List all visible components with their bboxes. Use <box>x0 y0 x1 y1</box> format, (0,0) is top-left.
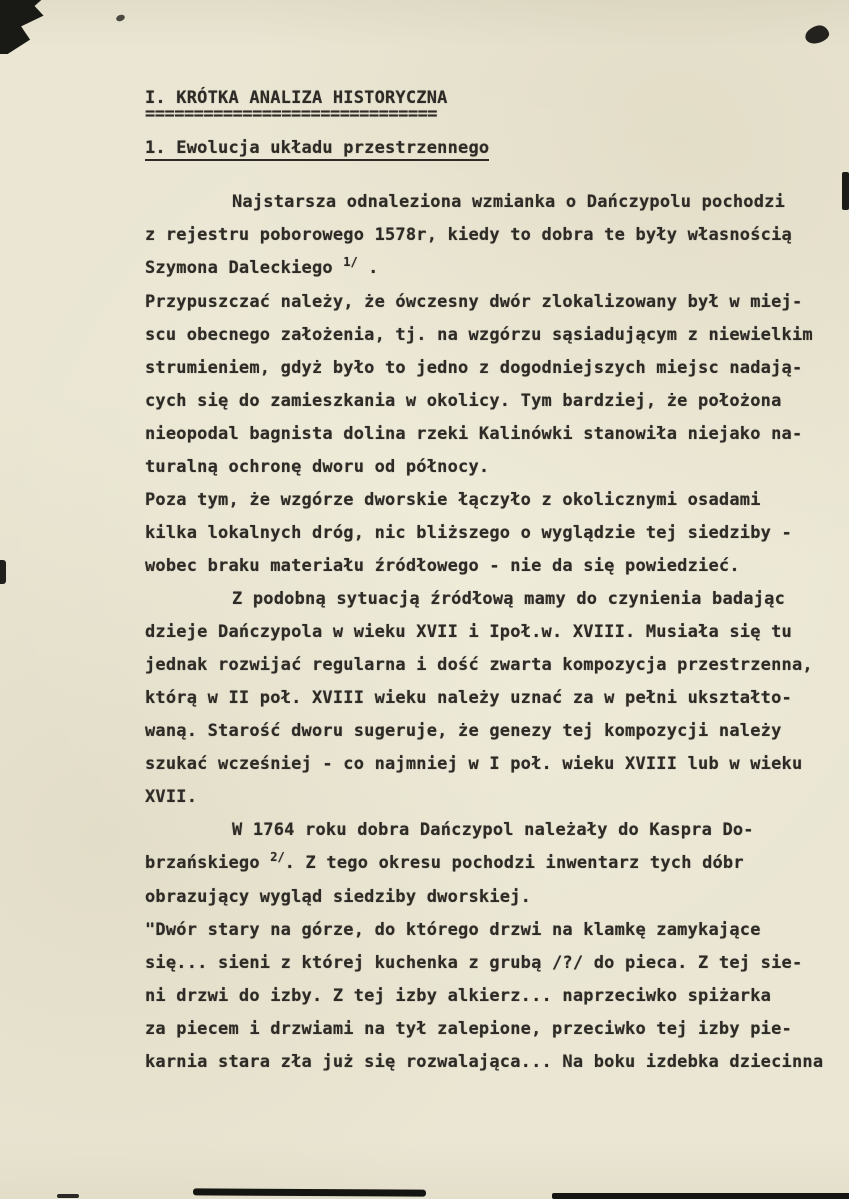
text-line <box>145 517 825 550</box>
footnote-reference: 2/ <box>270 850 285 864</box>
text-segment: "Dwór stary na górze, do którego drzwi na klamkę zamykające <box>145 920 761 940</box>
text-line <box>145 914 825 947</box>
text-segment: ni drzwi do izby. Z tej izby alkierz... naprzeciwko spiżarka <box>145 986 772 1006</box>
text-segment: się... sieni z której kuchenka z grubą /?/ do pieca. Z tej sie- <box>145 953 803 973</box>
text-line <box>145 418 825 451</box>
text-line <box>145 947 825 980</box>
text-segment: XVII. <box>145 787 198 807</box>
text-segment: Przypuszczać należy, że ówczesny dwór zlokalizowany był w miej- <box>145 292 803 312</box>
text-line <box>145 385 825 418</box>
text-line <box>145 319 825 352</box>
text-line <box>145 682 825 715</box>
text-line <box>145 583 825 616</box>
text-line <box>145 814 825 847</box>
text-segment: kilka lokalnych dróg, nic bliższego o wyglądzie tej siedziby - <box>145 523 792 543</box>
text-line <box>145 980 825 1013</box>
text-line <box>145 219 825 252</box>
text-line <box>145 484 825 517</box>
heading-underline: ============================== <box>145 104 438 124</box>
smudge-bottom-left <box>57 1194 79 1198</box>
footnote-reference: 1/ <box>343 255 358 269</box>
text-line <box>145 186 825 219</box>
text-line <box>145 550 825 583</box>
document-content <box>145 88 825 1079</box>
text-line <box>145 1013 825 1046</box>
text-segment: scu obecnego założenia, tj. na wzgórzu sąsiadującym z niewielkim <box>145 325 813 345</box>
text-line <box>145 1046 825 1079</box>
text-line <box>145 781 825 814</box>
text-segment: za piecem i drzwiami na tył zalepione, przeciwko tej izby pie- <box>145 1019 792 1039</box>
text-line <box>145 847 825 881</box>
section-title: 1. Ewolucja układu przestrzennego <box>145 138 489 161</box>
text-segment: cych się do zamieszkania w okolicy. Tym bardziej, że położona <box>145 391 782 411</box>
text-segment: turalną ochronę dworu od północy. <box>145 457 490 477</box>
text-segment: nieopodal bagnista dolina rzeki Kalinówki stanowiła niejako na- <box>145 424 803 444</box>
text-segment: Z podobną sytuacją źródłową mamy do czynienia badając <box>232 589 786 609</box>
text-segment: . Z tego okresu pochodzi inwentarz tych dóbr <box>284 853 744 873</box>
text-line <box>145 748 825 781</box>
ink-blot-top-right <box>803 23 830 45</box>
text-line <box>145 881 825 914</box>
text-segment: strumieniem, gdyż było to jedno z dogodniejszych miejsc nadają- <box>145 358 803 378</box>
text-segment: Poza tym, że wzgórze dworskie łączyło z okolicznymi osadami <box>145 490 761 510</box>
text-line <box>145 451 825 484</box>
text-segment: Najstarsza odnaleziona wzmianka o Dańczypolu pochodzi <box>232 192 786 212</box>
edge-mark-right <box>842 172 849 210</box>
ink-speck-top <box>115 14 126 23</box>
scan-line-bottom-right <box>552 1193 849 1199</box>
text-segment: waną. Starość dworu sugeruje, że genezy tej kompozycji należy <box>145 721 782 741</box>
text-segment: Szymona Daleckiego <box>145 258 344 278</box>
edge-mark-left <box>0 560 6 584</box>
text-line <box>145 649 825 682</box>
document-body <box>145 186 825 1079</box>
text-segment: wobec braku materiału źródłowego - nie da się powiedzieć. <box>145 556 740 576</box>
ink-blot-top-left <box>0 0 48 54</box>
text-segment: karnia stara zła już się rozwalająca... Na boku izdebka dziecinna <box>145 1052 824 1072</box>
text-segment: . <box>357 258 379 278</box>
text-line <box>145 286 825 319</box>
section-title-row <box>145 137 825 159</box>
text-segment: jednak rozwijać regularna i dość zwarta kompozycja przestrzenna, <box>145 655 813 675</box>
text-line <box>145 352 825 385</box>
text-line <box>145 252 825 286</box>
text-segment: W 1764 roku dobra Dańczypol należały do Kaspra Do- <box>232 820 754 840</box>
document-heading: I. KRÓTKA ANALIZA HISTORYCZNA <box>145 88 448 108</box>
scan-line-bottom-left <box>193 1188 426 1196</box>
text-line <box>145 715 825 748</box>
text-segment: obrazujący wygląd siedziby dworskiej. <box>145 887 532 907</box>
text-segment: brzańskiego <box>145 853 271 873</box>
text-line <box>145 616 825 649</box>
text-segment: z rejestru poborowego 1578r, kiedy to dobra te były własnością <box>145 225 792 245</box>
text-segment: szukać wcześniej - co najmniej w I poł. wieku XVIII lub w wieku <box>145 754 803 774</box>
text-segment: dzieje Dańczypola w wieku XVII i Ipoł.w. XVIII. Musiała się tu <box>145 622 792 642</box>
text-segment: którą w II poł. XVIII wieku należy uznać za w pełni ukształto- <box>145 688 792 708</box>
